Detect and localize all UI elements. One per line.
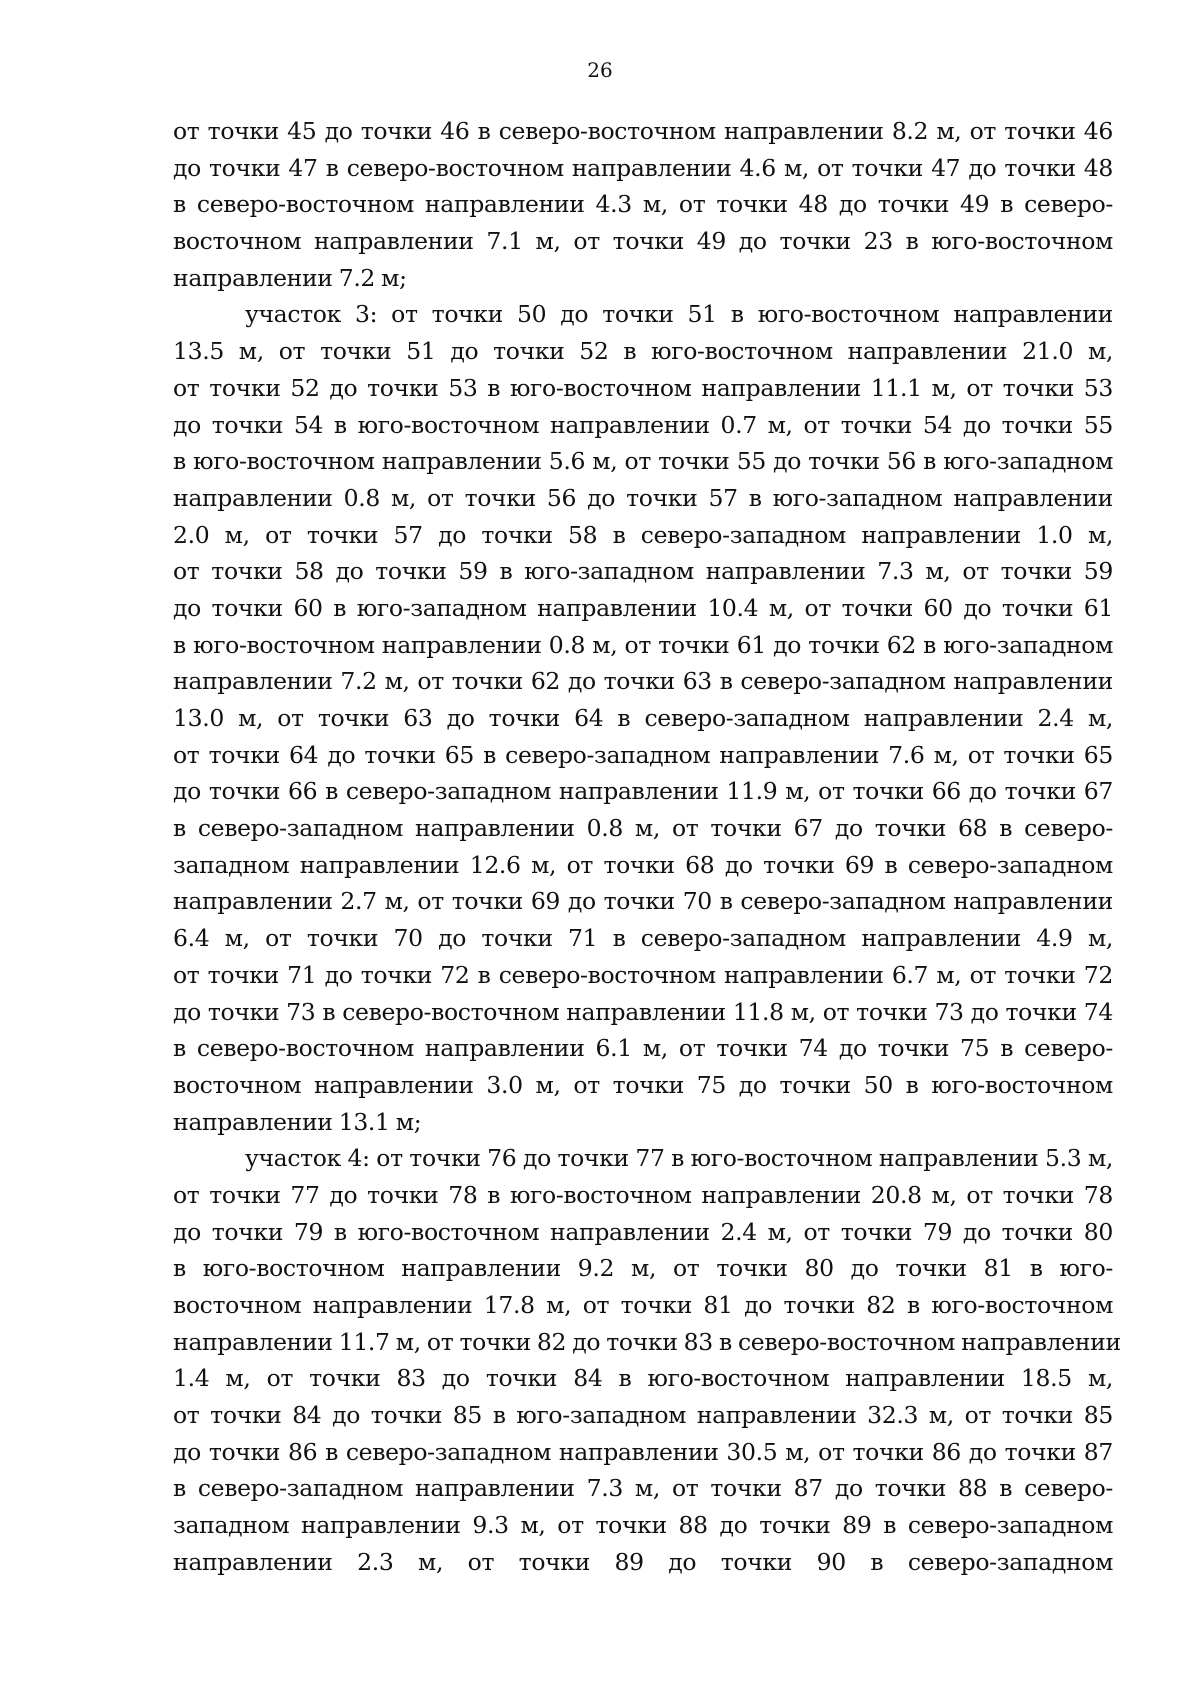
section-start-line: участок 3: от точки 50 до точки 51 в юго-восточном направлении <box>245 300 1113 329</box>
text-line: 13.5 м, от точки 51 до точки 52 в юго-восточном направлении 21.0 м, <box>173 337 1113 366</box>
section-start-line: участок 4: от точки 76 до точки 77 в юго-восточном направлении 5.3 м, <box>245 1144 1113 1173</box>
text-line: от точки 45 до точки 46 в северо-восточном направлении 8.2 м, от точки 46 <box>173 117 1113 145</box>
page-number: 26 <box>587 58 613 82</box>
text-line: восточном направлении 7.1 м, от точки 49 до точки 23 в юго-восточном <box>173 227 1113 256</box>
text-line: от точки 58 до точки 59 в юго-западном направлении 7.3 м, от точки 59 <box>173 557 1113 586</box>
text-line: до точки 79 в юго-восточном направлении 2.4 м, от точки 79 до точки 80 <box>173 1217 1113 1246</box>
text-line: до точки 60 в юго-западном направлении 10.4 м, от точки 60 до точки 61 <box>173 593 1113 622</box>
text-line: до точки 73 в северо-восточном направлении 11.8 м, от точки 73 до точки 74 <box>173 997 1113 1026</box>
text-line: в северо-восточном направлении 4.3 м, от точки 48 до точки 49 в северо- <box>173 190 1113 219</box>
text-line: западном направлении 9.3 м, от точки 88 до точки 89 в северо-западном <box>173 1511 1113 1540</box>
text-line: в северо-западном направлении 7.3 м, от точки 87 до точки 88 в северо- <box>173 1474 1113 1503</box>
text-line: 6.4 м, от точки 70 до точки 71 в северо-западном направлении 4.9 м, <box>173 924 1113 953</box>
text-line: в юго-восточном направлении 5.6 м, от точки 55 до точки 56 в юго-западном <box>173 447 1113 476</box>
text-line: от точки 64 до точки 65 в северо-западном направлении 7.6 м, от точки 65 <box>173 740 1113 769</box>
text-line: восточном направлении 3.0 м, от точки 75 до точки 50 в юго-восточном <box>173 1070 1113 1099</box>
text-line: направлении 7.2 м; <box>173 263 407 292</box>
text-line: 1.4 м, от точки 83 до точки 84 в юго-восточном направлении 18.5 м, <box>173 1364 1113 1393</box>
text-line: восточном направлении 17.8 м, от точки 81 до точки 82 в юго-восточном <box>173 1291 1113 1319</box>
text-line: в северо-восточном направлении 6.1 м, от точки 74 до точки 75 в северо- <box>173 1034 1113 1063</box>
text-line: в северо-западном направлении 0.8 м, от точки 67 до точки 68 в северо- <box>173 814 1113 843</box>
text-line: в юго-восточном направлении 0.8 м, от точки 61 до точки 62 в юго-западном <box>173 630 1113 659</box>
text-line: до точки 86 в северо-западном направлении 30.5 м, от точки 86 до точки 87 <box>173 1437 1113 1466</box>
text-line: в юго-восточном направлении 9.2 м, от точки 80 до точки 81 в юго- <box>173 1254 1113 1283</box>
text-line: от точки 52 до точки 53 в юго-восточном направлении 11.1 м, от точки 53 <box>173 373 1113 402</box>
document-body <box>173 113 1121 1581</box>
text-line: до точки 66 в северо-западном направлении 11.9 м, от точки 66 до точки 67 <box>173 777 1113 806</box>
text-line: от точки 77 до точки 78 в юго-восточном направлении 20.8 м, от точки 78 <box>173 1180 1113 1209</box>
text-line: направлении 2.3 м, от точки 89 до точки 90 в северо-западном <box>173 1547 1113 1576</box>
text-line: от точки 84 до точки 85 в юго-западном направлении 32.3 м, от точки 85 <box>173 1401 1113 1430</box>
text-line: 13.0 м, от точки 63 до точки 64 в северо-западном направлении 2.4 м, <box>173 704 1113 732</box>
text-line: направлении 11.7 м, от точки 82 до точки 83 в северо-восточном направлении <box>173 1327 1121 1356</box>
text-line: направлении 7.2 м, от точки 62 до точки 63 в северо-западном направлении <box>173 667 1113 696</box>
text-line: направлении 13.1 м; <box>173 1107 422 1136</box>
text-line: от точки 71 до точки 72 в северо-восточном направлении 6.7 м, от точки 72 <box>173 960 1113 989</box>
text-line: направлении 2.7 м, от точки 69 до точки 70 в северо-западном направлении <box>173 887 1113 916</box>
text-line: до точки 54 в юго-восточном направлении 0.7 м, от точки 54 до точки 55 <box>173 410 1113 439</box>
text-line: западном направлении 12.6 м, от точки 68 до точки 69 в северо-западном <box>173 850 1113 879</box>
text-line: до точки 47 в северо-восточном направлении 4.6 м, от точки 47 до точки 48 <box>173 153 1113 182</box>
text-line: направлении 0.8 м, от точки 56 до точки 57 в юго-западном направлении <box>173 483 1113 512</box>
text-line: 2.0 м, от точки 57 до точки 58 в северо-западном направлении 1.0 м, <box>173 520 1113 549</box>
